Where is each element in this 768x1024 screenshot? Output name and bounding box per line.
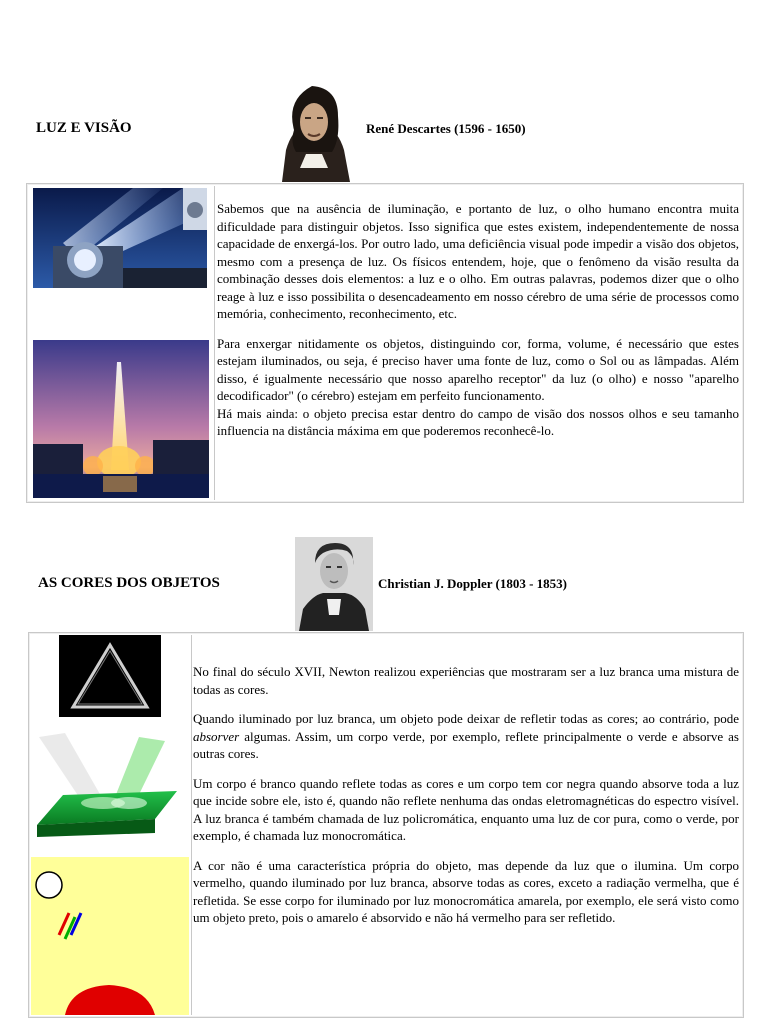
- paragraph-absorb: [193, 710, 739, 763]
- doppler-caption: Christian J. Doppler (1803 - 1853): [378, 576, 567, 591]
- yellow-light-red-object-image: [31, 857, 189, 1015]
- spotlights-image: [33, 188, 207, 288]
- paragraph: Há mais ainda: o objeto precisa estar dentro do campo de visão dos nossos olhos e seu tamanho influencia na distância máxima em que poderemos reconhecê-lo.: [217, 405, 739, 438]
- paragraph: No final do século XVII, Newton realizou experiências que mostraram ser a luz branca uma mistura de todas as cores.: [193, 664, 739, 697]
- section2-content-table: [28, 632, 744, 1018]
- descartes-caption: René Descartes (1596 - 1650): [366, 121, 526, 136]
- section-title-luz-e-visao: LUZ E VISÃO: [36, 120, 132, 136]
- paragraph: A cor não é uma característica própria do objeto, mas depende da luz que o ilumina. Um corpo vermelho, quando iluminado por luz branca, absorve todas as cores, exceto a radiação vermelha, que é refletida. Se esse corpo for iluminado por luz monocromática amarela, por exemplo, ele será visto como um objeto preto, pois o amarelo é absorvido e não há vermelho para ser refletido.: [193, 857, 739, 925]
- paragraph-text: algumas. Assim, um corpo verde, por exemplo, reflete principalmente o verde e absorve as outras cores.: [193, 728, 739, 761]
- paragraph: Um corpo é branco quando reflete todas as cores e um corpo tem cor negra quando absorve toda a luz que incide sobre ele, isto é, quando não reflete nenhuma das ondas eletromagnéticas do espectro visível. A luz branca é também chamada de luz policromática, enquanto uma luz de cor pura, como o verde, por exemplo, é chamada luz monocromática.: [193, 775, 739, 843]
- triangle-prism-image: [59, 635, 161, 717]
- emphasis-absorver: absorver: [193, 728, 240, 744]
- section-title-as-cores-dos-objetos: AS CORES DOS OBJETOS: [38, 575, 220, 591]
- doppler-portrait: [295, 537, 373, 631]
- paragraph-text: Quando iluminado por luz branca, um objeto pode deixar de refletir todas as cores; ao contrário, pode: [193, 711, 739, 726]
- section1-text: [217, 200, 739, 440]
- green-reflection-image: [35, 733, 185, 837]
- fountain-night-image: [33, 340, 209, 498]
- paragraph: Sabemos que na ausência de iluminação, e portanto de luz, o olho humano encontra muita dificuldade para distinguir objetos. Isso significa que estes existem, independentemente de nossa capacidade de enxergá-los. Por outro lado, uma deficiência visual pode impedir a visão dos objetos, mesmo com a presença de luz. Os físicos entendem, hoje, que o fenômeno da visão resulta da combinação desses dois elementos: a luz e o olho. Em outras palavras, podemos dizer que o olho reage à luz e isso possibilita o desencadeamento em nosso cérebro de uma série de processos como memória, conhecimento, reconhecimento, etc.: [217, 201, 739, 321]
- section2-text: [193, 663, 739, 939]
- section1-content-table: [26, 183, 744, 503]
- paragraph: Para enxergar nitidamente os objetos, distinguindo cor, forma, volume, é necessário que estes estejam iluminados, ou seja, é preciso haver uma fonte de luz, como o Sol ou as lâmpadas. Além disso, é igualmente necessário que nosso aparelho receptor" da luz (o olho) e nosso "aparelho decodificador" (o cérebro) estejam em perfeito funcionamento.: [217, 335, 739, 403]
- descartes-portrait: [272, 80, 356, 182]
